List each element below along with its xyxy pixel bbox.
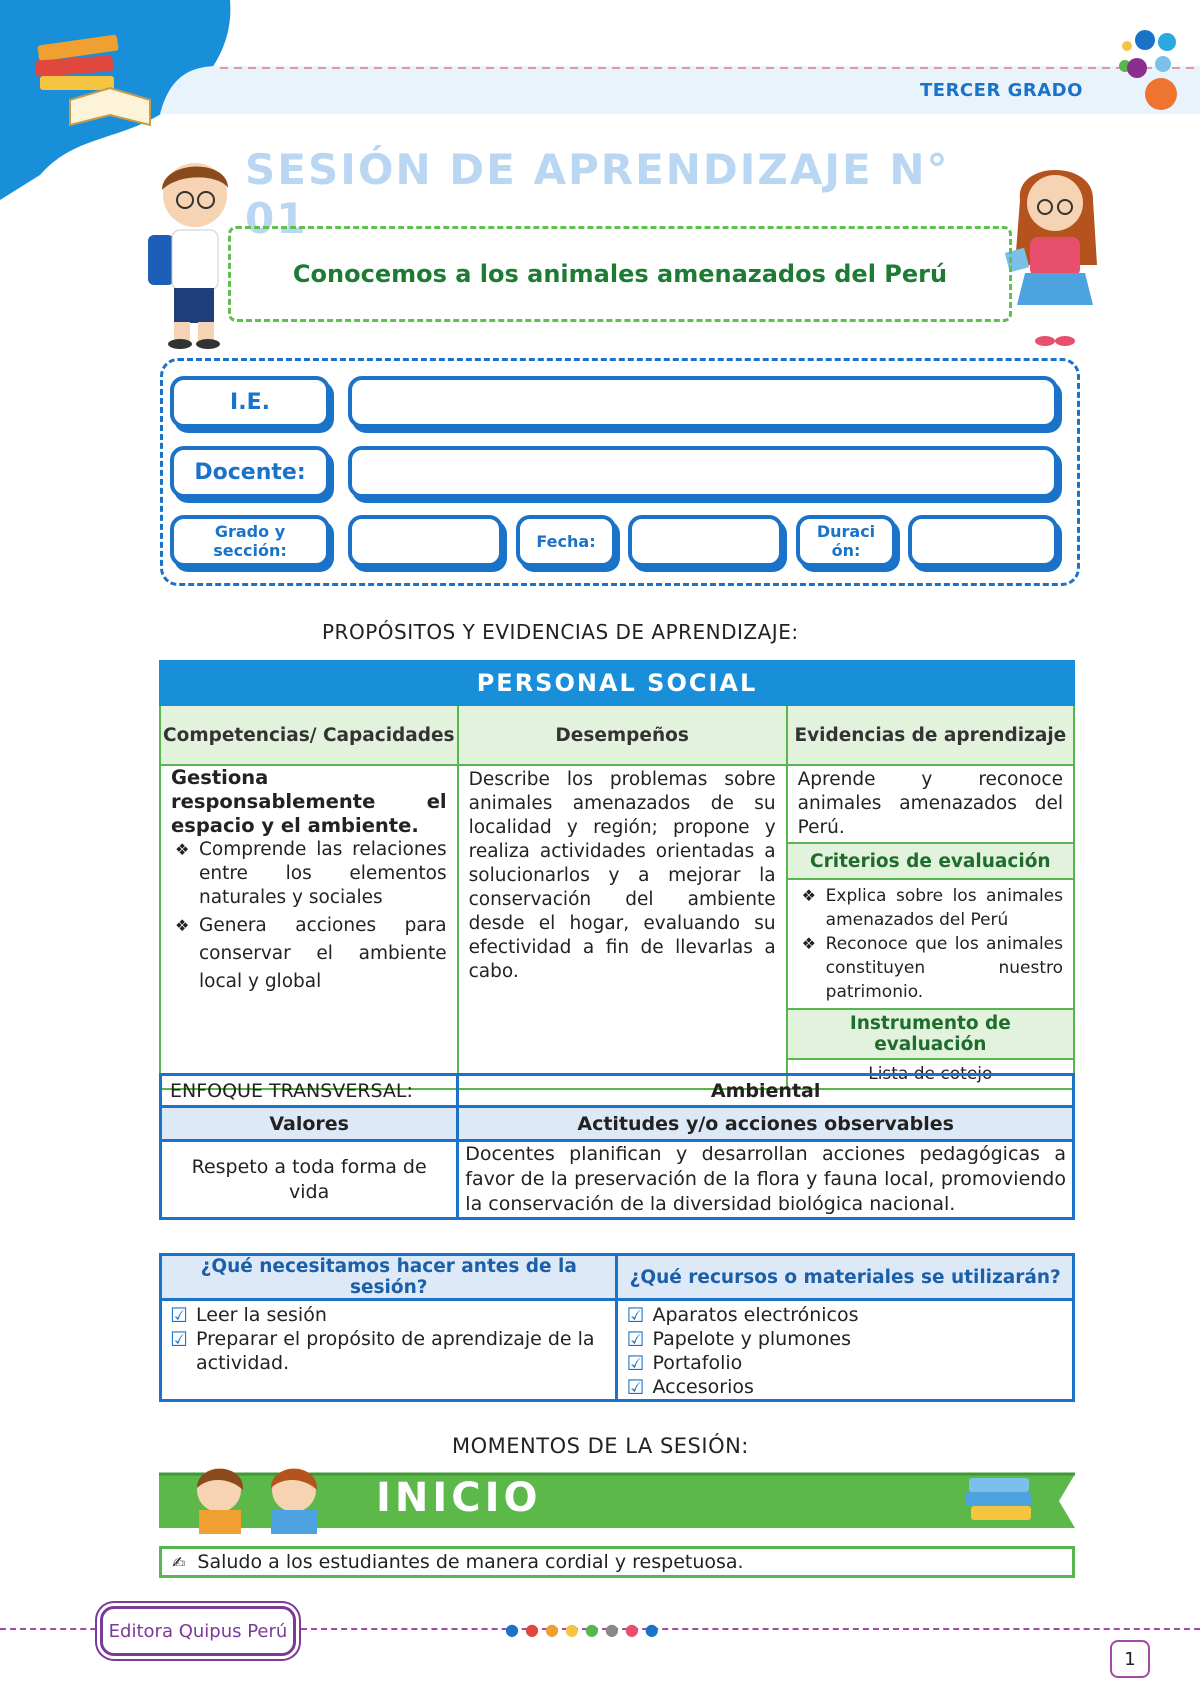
recurso-item: ☑ Accesorios — [618, 1375, 1072, 1399]
antes-header: ¿Qué necesitamos hacer antes de la sesión? — [161, 1255, 617, 1300]
editora-badge: Editora Quipus Perú — [100, 1606, 296, 1656]
desempenos-header: Desempeños — [458, 705, 787, 765]
ie-label: I.E. — [170, 376, 330, 428]
docente-label: Docente: — [170, 446, 330, 498]
purpose-heading: PROPÓSITOS Y EVIDENCIAS DE APRENDIZAJE: — [322, 620, 799, 644]
docente-field[interactable] — [348, 446, 1058, 498]
pencil-icon: ✍ — [172, 1552, 186, 1572]
evidencias-header: Evidencias de aprendizaje — [787, 705, 1074, 765]
enfoque-name: Ambiental — [458, 1075, 1074, 1107]
recurso-item: ☑ Portafolio — [618, 1351, 1072, 1375]
grado-field[interactable] — [348, 515, 503, 567]
actitud-text: Docentes planifican y desarrollan acciones pedagógicas a favor de la preservación de la flora y fauna local, promoviendo la conservación de la diversidad biológica nacional. — [458, 1141, 1074, 1219]
area-title: PERSONAL SOCIAL — [160, 661, 1074, 705]
preparacion-table — [159, 1253, 1075, 1402]
enfoque-label: ENFOQUE TRANSVERSAL: — [161, 1075, 458, 1107]
recursos-header: ¿Qué recursos o materiales se utilizarán? — [617, 1255, 1074, 1300]
saludo-text: Saludo a los estudiantes de manera cordial y respetuosa. — [197, 1551, 744, 1573]
valor-text: Respeto a toda forma de vida — [161, 1141, 458, 1219]
evidencia-text: Aprende y reconoce animales amenazados del Perú. — [787, 765, 1074, 843]
saludo-box — [159, 1546, 1075, 1578]
valores-header: Valores — [161, 1107, 458, 1141]
fecha-label: Fecha: — [516, 515, 616, 567]
fecha-field[interactable] — [628, 515, 783, 567]
girl-character-icon — [1005, 155, 1105, 350]
antes-item: ☑ Preparar el propósito de aprendizaje de la actividad. — [162, 1327, 615, 1375]
capacidad-item: ❖ Genera acciones para conservar el ambiente local y global — [171, 912, 447, 996]
antes-item: ☑ Leer la sesión — [162, 1303, 615, 1327]
competencias-table — [159, 660, 1075, 1090]
actitudes-header: Actitudes y/o acciones observables — [458, 1107, 1074, 1141]
instrumento-text: Lista de cotejo — [787, 1059, 1074, 1089]
enfoque-table — [159, 1073, 1075, 1220]
session-subtitle: Conocemos a los animales amenazados del Perú — [292, 260, 948, 288]
duracion-label: Duración: — [796, 515, 896, 567]
capacidad-item: ❖ Comprende las relaciones entre los elementos naturales y sociales — [171, 838, 447, 910]
momentos-heading: MOMENTOS DE LA SESIÓN: — [452, 1434, 749, 1458]
competencia-text: Gestiona responsablemente el espacio y el ambiente. — [171, 766, 447, 837]
duracion-field[interactable] — [908, 515, 1058, 567]
criterio-item: ❖ Reconoce que los animales constituyen nuestro patrimonio. — [798, 932, 1063, 1004]
recurso-item: ☑ Aparatos electrónicos — [618, 1303, 1072, 1327]
criterios-header: Criterios de evaluación — [787, 843, 1074, 879]
decorative-dots-icon — [1115, 28, 1200, 118]
recurso-item: ☑ Papelote y plumones — [618, 1327, 1072, 1351]
inicio-banner — [159, 1468, 1075, 1534]
grade-label: TERCER GRADO — [920, 80, 1083, 101]
desempeno-text: Describe los problemas sobre animales amenazados de su localidad y región; propone y realiza actividades orientadas a solucionarlos y a mejorar la conservación del ambiente desde el hogar, evaluando su efectividad a fin de llevarlas a cabo. — [458, 765, 787, 1089]
instrumento-header: Instrumento de evaluación — [787, 1009, 1074, 1059]
grado-label: Grado y sección: — [170, 515, 330, 567]
page-title: SESIÓN DE APRENDIZAJE N° 01 — [245, 145, 950, 243]
page-number: 1 — [1110, 1640, 1150, 1678]
ie-field[interactable] — [348, 376, 1058, 428]
session-title-box — [228, 226, 1012, 322]
boy-character-icon — [140, 150, 240, 350]
criterio-item: ❖ Explica sobre los animales amenazados del Perú — [798, 884, 1063, 932]
footer-dots-icon: ●●●●●●●● — [505, 1620, 665, 1639]
inicio-title: INICIO — [376, 1475, 542, 1521]
competencias-header: Competencias/ Capacidades — [160, 705, 458, 765]
